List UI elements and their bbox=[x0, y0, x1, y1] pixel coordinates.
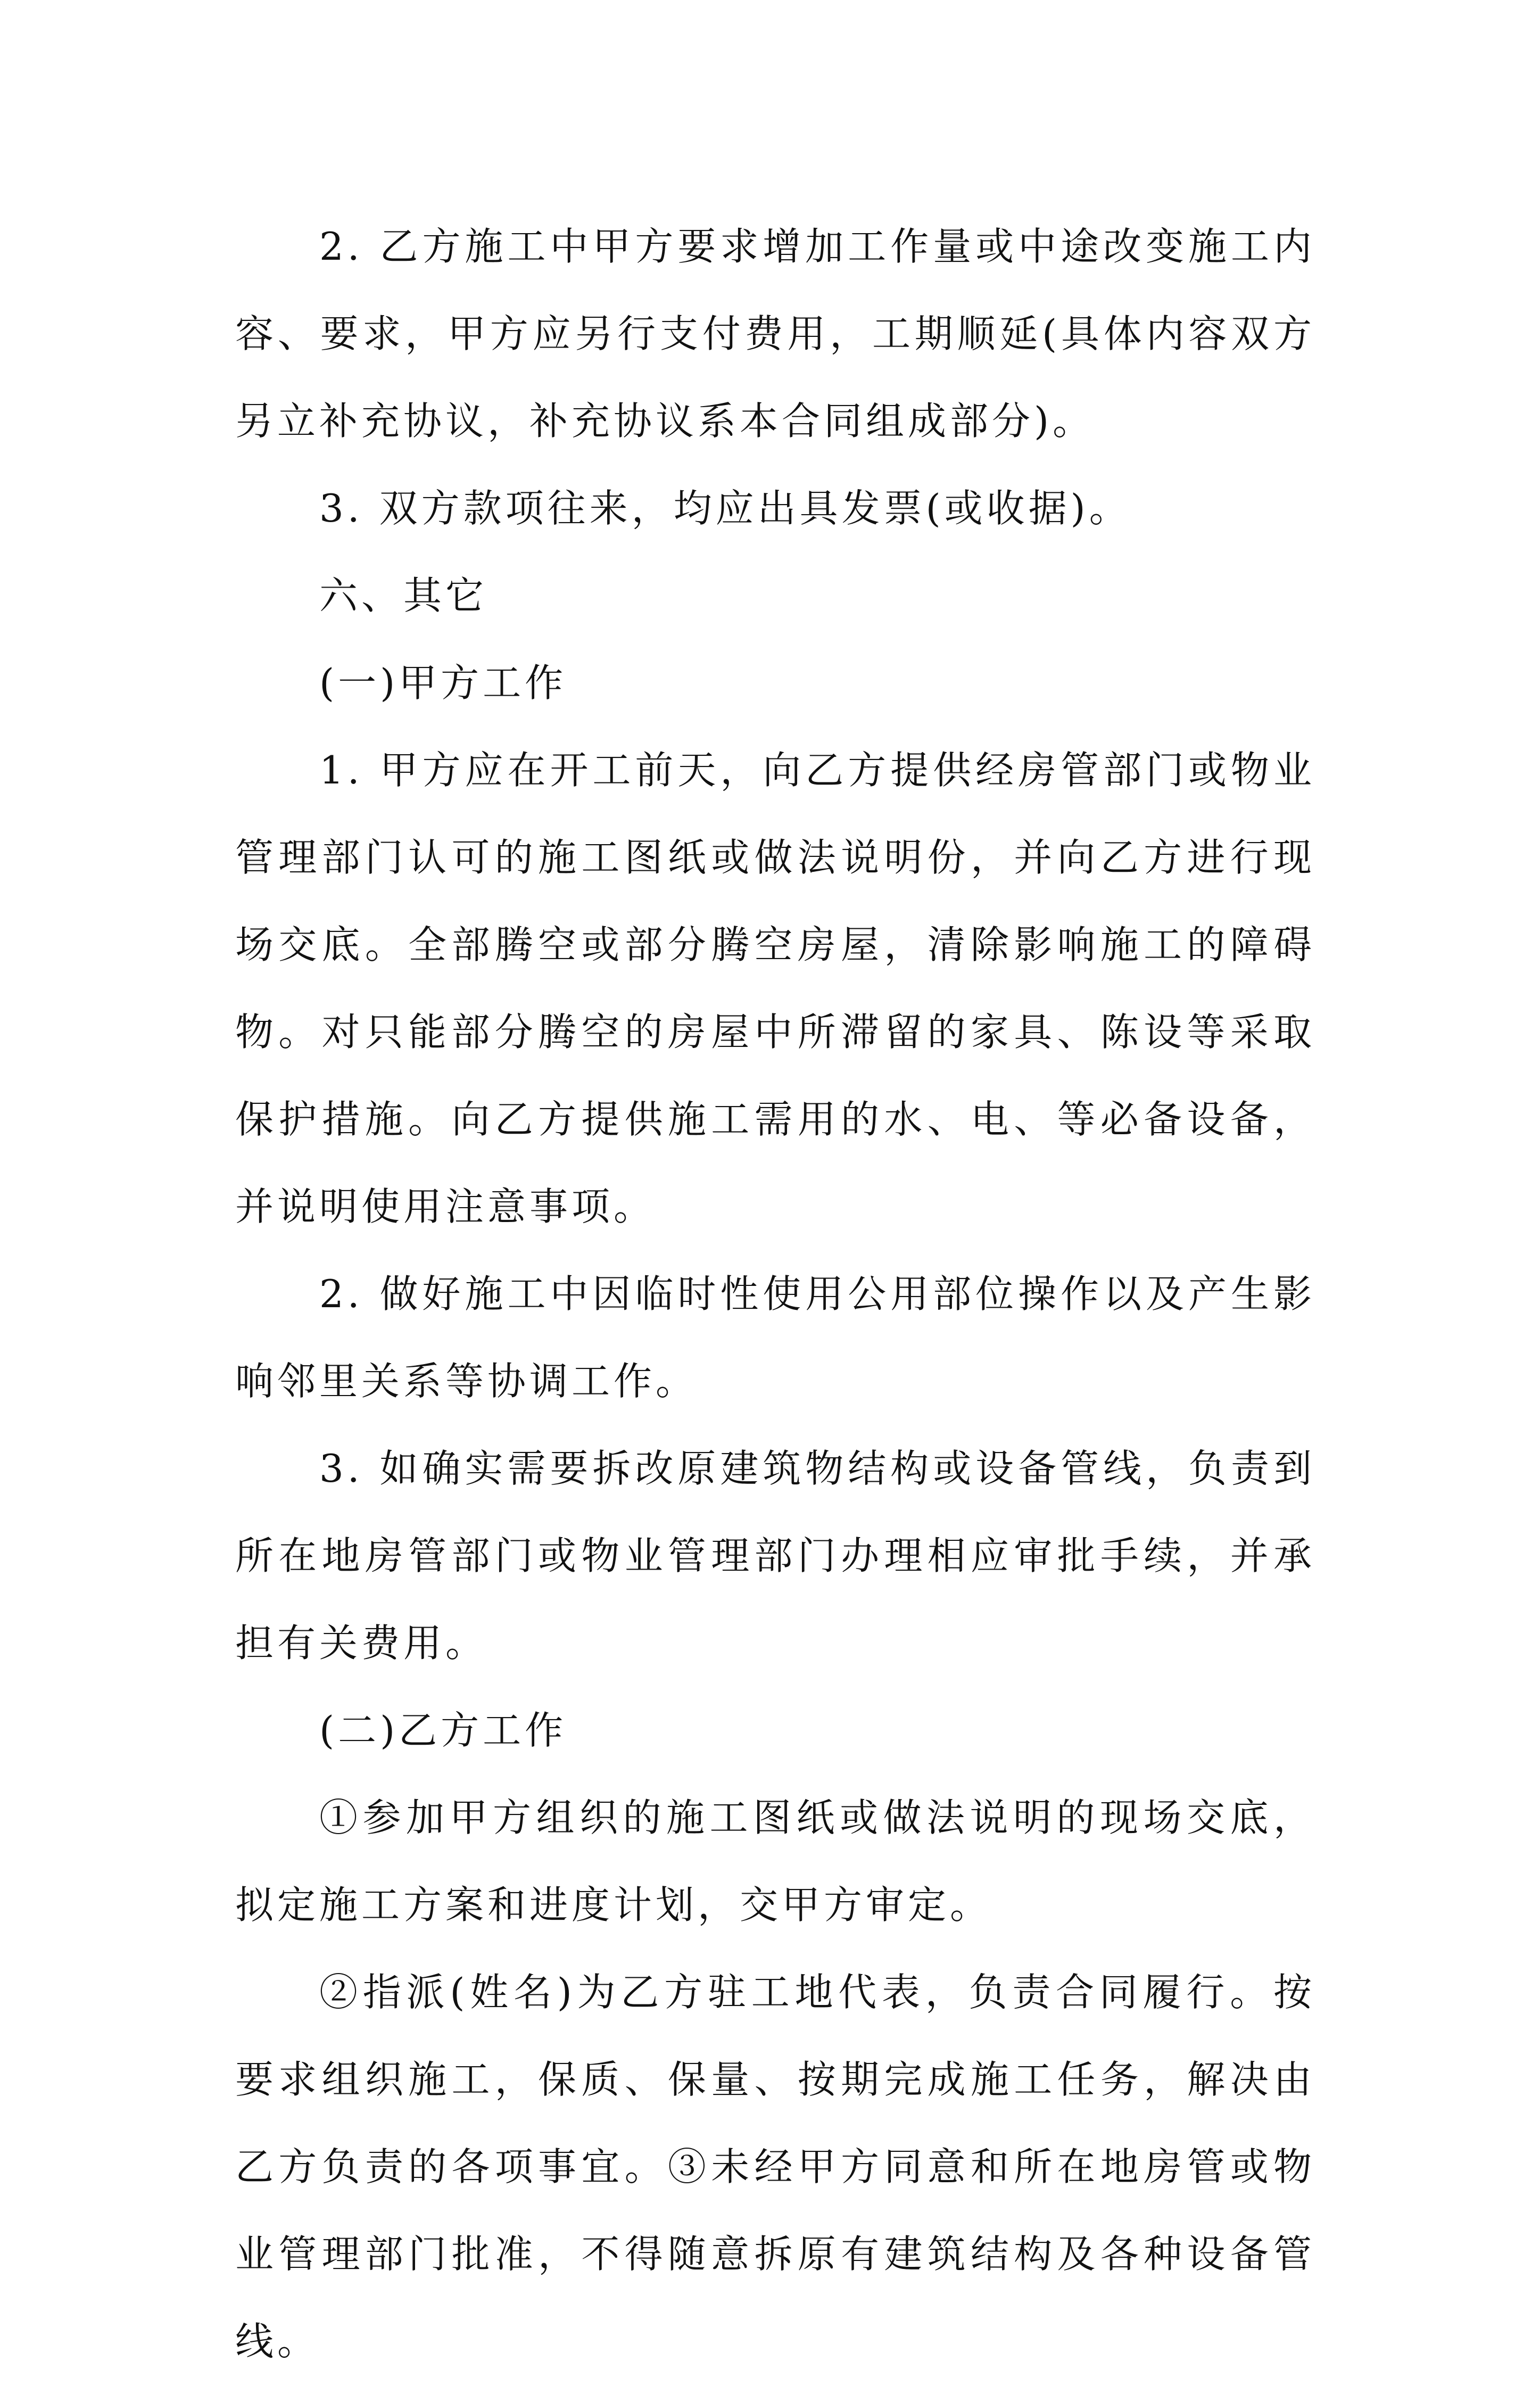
subsection-heading-party-b: (二)乙方工作 bbox=[319, 1708, 567, 1753]
section-heading-other: 六、其它 bbox=[319, 573, 488, 618]
paragraph-invoice: 3. 双方款项往来，均应出具发票(或收据)。 bbox=[319, 486, 1131, 531]
paragraph-party-a-item-1: 1. 甲方应在开工前天，向乙方提供经房管部门或物业管理部门认可的施工图纸或做法说明份，并向乙方进行现场交底。全部腾空或部分腾空房屋，清除影响施工的障碍物。对只能部分腾空的房屋中所滞留的家具、陈设等采取保护措施。向乙方提供施工需用的水、电、等必备设备，并说明使用注意事项。 bbox=[235, 748, 1315, 1229]
paragraph-party-b-item-1: ①参加甲方组织的施工图纸或做法说明的现场交底，拟定施工方案和进度计划，交甲方审定。 bbox=[235, 1795, 1315, 1927]
paragraph-party-a-item-2: 2. 做好施工中因临时性使用公用部位操作以及产生影响邻里关系等协调工作。 bbox=[235, 1272, 1315, 1404]
paragraph-party-b-item-2-3: ②指派(姓名)为乙方驻工地代表，负责合同履行。按要求组织施工，保质、保量、按期完成施工任务，解决由乙方负责的各项事宜。③未经甲方同意和所在地房管或物业管理部门批准，不得随意拆原有建筑结构及各种设备管线。 bbox=[235, 1970, 1315, 2364]
paragraph-payment-extra-work: 2. 乙方施工中甲方要求增加工作量或中途改变施工内容、要求，甲方应另行支付费用，工期顺延(具体内容双方另立补充协议，补充协议系本合同组成部分)。 bbox=[235, 224, 1315, 443]
paragraph-party-a-item-3: 3. 如确实需要拆改原建筑物结构或设备管线，负责到所在地房管部门或物业管理部门办理相应审批手续，并承担有关费用。 bbox=[235, 1446, 1315, 1665]
subsection-heading-party-a: (一)甲方工作 bbox=[319, 661, 567, 705]
document-body bbox=[235, 203, 1315, 2385]
